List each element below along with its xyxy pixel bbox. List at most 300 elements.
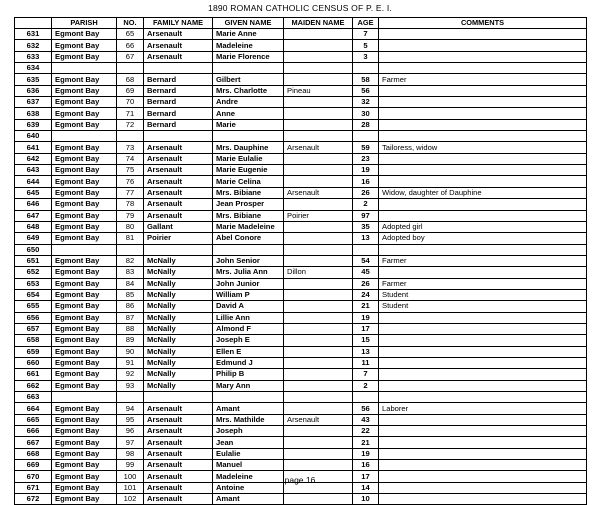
cell-family-number: 94 [117, 403, 144, 414]
cell-parish: Egmont Bay [52, 210, 117, 221]
cell-parish: Egmont Bay [52, 426, 117, 437]
cell-row-number: 647 [15, 210, 52, 221]
cell-given-name: Marie Florence [213, 51, 284, 62]
cell-family-number: 84 [117, 278, 144, 289]
cell-maiden-name [284, 74, 353, 85]
cell-age: 32 [353, 97, 379, 108]
cell-given-name [213, 392, 284, 403]
cell-family-number: 71 [117, 108, 144, 119]
cell-age: 5 [353, 40, 379, 51]
cell-given-name: Mrs. Julia Ann [213, 267, 284, 278]
cell-family-number: 91 [117, 357, 144, 368]
cell-comments [379, 346, 587, 357]
cell-given-name: Mrs. Bibiane [213, 187, 284, 198]
cell-age [353, 244, 379, 255]
cell-parish [52, 392, 117, 403]
cell-parish: Egmont Bay [52, 97, 117, 108]
cell-given-name: Mrs. Mathilde [213, 414, 284, 425]
cell-given-name: Mary Ann [213, 380, 284, 391]
cell-maiden-name [284, 233, 353, 244]
cell-parish: Egmont Bay [52, 153, 117, 164]
cell-age: 26 [353, 187, 379, 198]
cell-parish: Egmont Bay [52, 335, 117, 346]
header-comments: COMMENTS [379, 18, 587, 29]
header-family-name: FAMILY NAME [144, 18, 213, 29]
cell-family-name: McNally [144, 267, 213, 278]
cell-comments [379, 119, 587, 130]
cell-maiden-name [284, 289, 353, 300]
table-row [15, 346, 587, 357]
cell-family-number: 81 [117, 233, 144, 244]
cell-maiden-name [284, 244, 353, 255]
cell-maiden-name [284, 221, 353, 232]
cell-given-name: Eulalie [213, 448, 284, 459]
table-row [15, 187, 587, 198]
cell-family-number: 76 [117, 176, 144, 187]
cell-maiden-name [284, 494, 353, 505]
cell-comments: Farmer [379, 255, 587, 266]
cell-parish: Egmont Bay [52, 29, 117, 40]
table-row [15, 278, 587, 289]
cell-parish: Egmont Bay [52, 301, 117, 312]
cell-family-number: 79 [117, 210, 144, 221]
cell-given-name: John Senior [213, 255, 284, 266]
table-row [15, 40, 587, 51]
cell-family-name: McNally [144, 323, 213, 334]
cell-comments [379, 29, 587, 40]
cell-comments [379, 165, 587, 176]
cell-parish: Egmont Bay [52, 40, 117, 51]
cell-comments [379, 448, 587, 459]
cell-given-name: Marie Celina [213, 176, 284, 187]
cell-parish: Egmont Bay [52, 176, 117, 187]
cell-maiden-name [284, 63, 353, 74]
cell-parish: Egmont Bay [52, 437, 117, 448]
cell-family-name: McNally [144, 380, 213, 391]
table-row [15, 312, 587, 323]
cell-row-number: 654 [15, 289, 52, 300]
cell-given-name: Madeleine [213, 40, 284, 51]
cell-comments [379, 63, 587, 74]
cell-age: 28 [353, 119, 379, 130]
cell-row-number: 636 [15, 85, 52, 96]
cell-parish: Egmont Bay [52, 119, 117, 130]
cell-row-number: 637 [15, 97, 52, 108]
table-row [15, 74, 587, 85]
cell-family-number [117, 63, 144, 74]
cell-age: 16 [353, 176, 379, 187]
cell-given-name: Antoine [213, 482, 284, 493]
cell-parish: Egmont Bay [52, 482, 117, 493]
cell-family-number: 92 [117, 369, 144, 380]
cell-comments [379, 414, 587, 425]
cell-row-number: 635 [15, 74, 52, 85]
cell-family-name: McNally [144, 289, 213, 300]
cell-row-number: 653 [15, 278, 52, 289]
cell-age: 21 [353, 301, 379, 312]
cell-comments [379, 97, 587, 108]
cell-maiden-name [284, 108, 353, 119]
cell-maiden-name [284, 335, 353, 346]
cell-family-number: 97 [117, 437, 144, 448]
cell-family-name: Arsenault [144, 176, 213, 187]
cell-age: 13 [353, 346, 379, 357]
cell-family-number: 66 [117, 40, 144, 51]
cell-age: 14 [353, 482, 379, 493]
cell-age: 19 [353, 448, 379, 459]
cell-row-number: 666 [15, 426, 52, 437]
table-row [15, 119, 587, 130]
cell-row-number: 658 [15, 335, 52, 346]
cell-parish: Egmont Bay [52, 165, 117, 176]
table-row [15, 210, 587, 221]
cell-comments [379, 335, 587, 346]
cell-row-number: 650 [15, 244, 52, 255]
cell-maiden-name [284, 255, 353, 266]
cell-given-name: John Junior [213, 278, 284, 289]
cell-comments [379, 210, 587, 221]
cell-age: 11 [353, 357, 379, 368]
cell-family-number: 90 [117, 346, 144, 357]
cell-family-name: Arsenault [144, 494, 213, 505]
cell-row-number: 656 [15, 312, 52, 323]
cell-comments [379, 267, 587, 278]
cell-family-name: Arsenault [144, 153, 213, 164]
cell-comments [379, 199, 587, 210]
cell-parish [52, 131, 117, 142]
cell-family-name: Arsenault [144, 199, 213, 210]
cell-parish: Egmont Bay [52, 187, 117, 198]
cell-given-name: Anne [213, 108, 284, 119]
cell-age: 19 [353, 312, 379, 323]
cell-given-name: Amant [213, 403, 284, 414]
header-parish: PARISH [52, 18, 117, 29]
table-row [15, 494, 587, 505]
cell-comments [379, 108, 587, 119]
cell-family-number: 75 [117, 165, 144, 176]
cell-row-number: 641 [15, 142, 52, 153]
cell-row-number: 672 [15, 494, 52, 505]
cell-family-name: Arsenault [144, 460, 213, 471]
cell-family-name: Bernard [144, 119, 213, 130]
table-row [15, 29, 587, 40]
cell-age: 19 [353, 165, 379, 176]
cell-row-number: 642 [15, 153, 52, 164]
cell-family-number: 77 [117, 187, 144, 198]
cell-row-number: 645 [15, 187, 52, 198]
cell-given-name: David A [213, 301, 284, 312]
cell-age: 16 [353, 460, 379, 471]
cell-parish: Egmont Bay [52, 74, 117, 85]
table-row [15, 267, 587, 278]
cell-parish: Egmont Bay [52, 448, 117, 459]
cell-family-name: Gallant [144, 221, 213, 232]
cell-maiden-name [284, 165, 353, 176]
cell-comments [379, 392, 587, 403]
cell-parish: Egmont Bay [52, 233, 117, 244]
cell-row-number: 655 [15, 301, 52, 312]
cell-row-number: 671 [15, 482, 52, 493]
cell-maiden-name [284, 29, 353, 40]
cell-age: 10 [353, 494, 379, 505]
cell-family-name: Arsenault [144, 29, 213, 40]
cell-given-name: Marie Eugenie [213, 165, 284, 176]
cell-maiden-name [284, 301, 353, 312]
cell-maiden-name [284, 119, 353, 130]
cell-row-number: 659 [15, 346, 52, 357]
cell-family-name: Bernard [144, 97, 213, 108]
cell-family-name: Arsenault [144, 187, 213, 198]
cell-age: 17 [353, 471, 379, 482]
cell-row-number: 646 [15, 199, 52, 210]
cell-given-name: Mrs. Dauphine [213, 142, 284, 153]
cell-parish: Egmont Bay [52, 312, 117, 323]
cell-family-name: McNally [144, 278, 213, 289]
cell-given-name: Amant [213, 494, 284, 505]
cell-comments [379, 176, 587, 187]
cell-given-name: Mrs. Charlotte [213, 85, 284, 96]
cell-row-number: 662 [15, 380, 52, 391]
cell-parish: Egmont Bay [52, 471, 117, 482]
table-row [15, 392, 587, 403]
cell-parish: Egmont Bay [52, 267, 117, 278]
cell-family-number [117, 244, 144, 255]
cell-age: 3 [353, 51, 379, 62]
cell-given-name: Abel Conore [213, 233, 284, 244]
header-row-number [15, 18, 52, 29]
cell-parish: Egmont Bay [52, 108, 117, 119]
cell-family-name: Arsenault [144, 142, 213, 153]
table-row [15, 289, 587, 300]
cell-family-number: 87 [117, 312, 144, 323]
cell-given-name: Manuel [213, 460, 284, 471]
cell-family-number: 85 [117, 289, 144, 300]
cell-comments: Adopted boy [379, 233, 587, 244]
cell-age: 56 [353, 403, 379, 414]
cell-row-number: 665 [15, 414, 52, 425]
cell-maiden-name: Dillon [284, 267, 353, 278]
cell-family-name: Arsenault [144, 437, 213, 448]
cell-row-number: 657 [15, 323, 52, 334]
cell-family-number: 65 [117, 29, 144, 40]
census-table [14, 17, 587, 505]
table-row [15, 153, 587, 164]
page-title: 1890 ROMAN CATHOLIC CENSUS OF P. E. I. [208, 3, 392, 13]
cell-age: 26 [353, 278, 379, 289]
cell-row-number: 660 [15, 357, 52, 368]
cell-parish [52, 63, 117, 74]
cell-given-name: Gilbert [213, 74, 284, 85]
cell-row-number: 667 [15, 437, 52, 448]
cell-given-name: Marie Anne [213, 29, 284, 40]
cell-family-name: McNally [144, 312, 213, 323]
cell-age [353, 392, 379, 403]
cell-maiden-name [284, 199, 353, 210]
cell-maiden-name [284, 40, 353, 51]
cell-row-number: 670 [15, 471, 52, 482]
cell-family-name: Arsenault [144, 471, 213, 482]
cell-row-number: 651 [15, 255, 52, 266]
cell-comments [379, 323, 587, 334]
cell-maiden-name [284, 403, 353, 414]
table-row [15, 403, 587, 414]
cell-row-number: 644 [15, 176, 52, 187]
cell-age: 15 [353, 335, 379, 346]
table-row [15, 85, 587, 96]
header-number: NO. [117, 18, 144, 29]
cell-maiden-name [284, 153, 353, 164]
table-row [15, 437, 587, 448]
cell-comments [379, 153, 587, 164]
cell-row-number: 632 [15, 40, 52, 51]
cell-family-number: 96 [117, 426, 144, 437]
cell-given-name: Ellen E [213, 346, 284, 357]
cell-family-number: 102 [117, 494, 144, 505]
cell-family-number: 80 [117, 221, 144, 232]
cell-given-name: Lillie Ann [213, 312, 284, 323]
cell-comments [379, 369, 587, 380]
cell-age: 58 [353, 74, 379, 85]
cell-row-number: 634 [15, 63, 52, 74]
cell-family-number: 88 [117, 323, 144, 334]
cell-family-name [144, 244, 213, 255]
cell-given-name: Jean [213, 437, 284, 448]
cell-parish: Egmont Bay [52, 85, 117, 96]
table-row [15, 165, 587, 176]
cell-age: 23 [353, 153, 379, 164]
cell-comments [379, 40, 587, 51]
cell-comments: Tailoress, widow [379, 142, 587, 153]
table-row [15, 221, 587, 232]
cell-age: 2 [353, 380, 379, 391]
cell-row-number: 631 [15, 29, 52, 40]
cell-maiden-name [284, 176, 353, 187]
cell-age: 21 [353, 437, 379, 448]
cell-given-name [213, 244, 284, 255]
cell-maiden-name: Arsenault [284, 187, 353, 198]
cell-family-name: McNally [144, 335, 213, 346]
cell-comments [379, 131, 587, 142]
table-header [15, 18, 587, 29]
cell-age: 56 [353, 85, 379, 96]
cell-age: 35 [353, 221, 379, 232]
cell-comments [379, 437, 587, 448]
cell-given-name: Edmund J [213, 357, 284, 368]
cell-family-name: Arsenault [144, 414, 213, 425]
cell-row-number: 639 [15, 119, 52, 130]
cell-family-name: Bernard [144, 85, 213, 96]
cell-family-name: Bernard [144, 74, 213, 85]
cell-maiden-name [284, 380, 353, 391]
cell-comments [379, 312, 587, 323]
cell-comments [379, 380, 587, 391]
cell-comments [379, 460, 587, 471]
table-row [15, 199, 587, 210]
cell-family-number: 73 [117, 142, 144, 153]
cell-maiden-name [284, 426, 353, 437]
cell-age: 7 [353, 369, 379, 380]
cell-age [353, 131, 379, 142]
cell-row-number: 633 [15, 51, 52, 62]
cell-given-name: Madeleine [213, 471, 284, 482]
cell-age [353, 63, 379, 74]
cell-family-number: 95 [117, 414, 144, 425]
cell-given-name: Philip B [213, 369, 284, 380]
cell-given-name: Marie Eulalie [213, 153, 284, 164]
cell-parish [52, 244, 117, 255]
cell-family-name: Arsenault [144, 40, 213, 51]
cell-parish: Egmont Bay [52, 278, 117, 289]
table-row [15, 176, 587, 187]
table-body [15, 29, 587, 505]
cell-family-name: McNally [144, 357, 213, 368]
cell-maiden-name [284, 460, 353, 471]
table-row [15, 97, 587, 108]
table-row [15, 323, 587, 334]
cell-family-number: 69 [117, 85, 144, 96]
cell-maiden-name [284, 131, 353, 142]
cell-comments: Student [379, 289, 587, 300]
cell-family-number: 93 [117, 380, 144, 391]
table-row [15, 460, 587, 471]
cell-maiden-name: Arsenault [284, 414, 353, 425]
table-row [15, 414, 587, 425]
cell-given-name: Marie Madeleine [213, 221, 284, 232]
cell-parish: Egmont Bay [52, 357, 117, 368]
cell-family-name: Arsenault [144, 482, 213, 493]
cell-parish: Egmont Bay [52, 255, 117, 266]
cell-parish: Egmont Bay [52, 221, 117, 232]
cell-parish: Egmont Bay [52, 414, 117, 425]
cell-maiden-name [284, 369, 353, 380]
cell-parish: Egmont Bay [52, 289, 117, 300]
cell-parish: Egmont Bay [52, 142, 117, 153]
cell-family-number: 82 [117, 255, 144, 266]
cell-family-number: 68 [117, 74, 144, 85]
cell-given-name: Joseph [213, 426, 284, 437]
cell-family-name: Arsenault [144, 210, 213, 221]
cell-family-number: 83 [117, 267, 144, 278]
cell-family-name: Arsenault [144, 426, 213, 437]
cell-row-number: 648 [15, 221, 52, 232]
cell-family-name: Arsenault [144, 448, 213, 459]
cell-age: 22 [353, 426, 379, 437]
table-row [15, 255, 587, 266]
cell-family-number: 99 [117, 460, 144, 471]
cell-given-name [213, 131, 284, 142]
cell-family-number [117, 392, 144, 403]
header-given-name: GIVEN NAME [213, 18, 284, 29]
cell-age: 7 [353, 29, 379, 40]
cell-given-name: Mrs. Bibiane [213, 210, 284, 221]
cell-family-number: 100 [117, 471, 144, 482]
cell-maiden-name: Pineau [284, 85, 353, 96]
cell-age: 2 [353, 199, 379, 210]
cell-parish: Egmont Bay [52, 369, 117, 380]
cell-family-number: 67 [117, 51, 144, 62]
cell-row-number: 640 [15, 131, 52, 142]
cell-family-name: Arsenault [144, 51, 213, 62]
cell-family-name: McNally [144, 369, 213, 380]
cell-parish: Egmont Bay [52, 494, 117, 505]
cell-comments: Farmer [379, 74, 587, 85]
table-row [15, 380, 587, 391]
cell-comments [379, 244, 587, 255]
cell-family-number: 72 [117, 119, 144, 130]
table-row [15, 131, 587, 142]
header-age: AGE [353, 18, 379, 29]
cell-family-name [144, 63, 213, 74]
